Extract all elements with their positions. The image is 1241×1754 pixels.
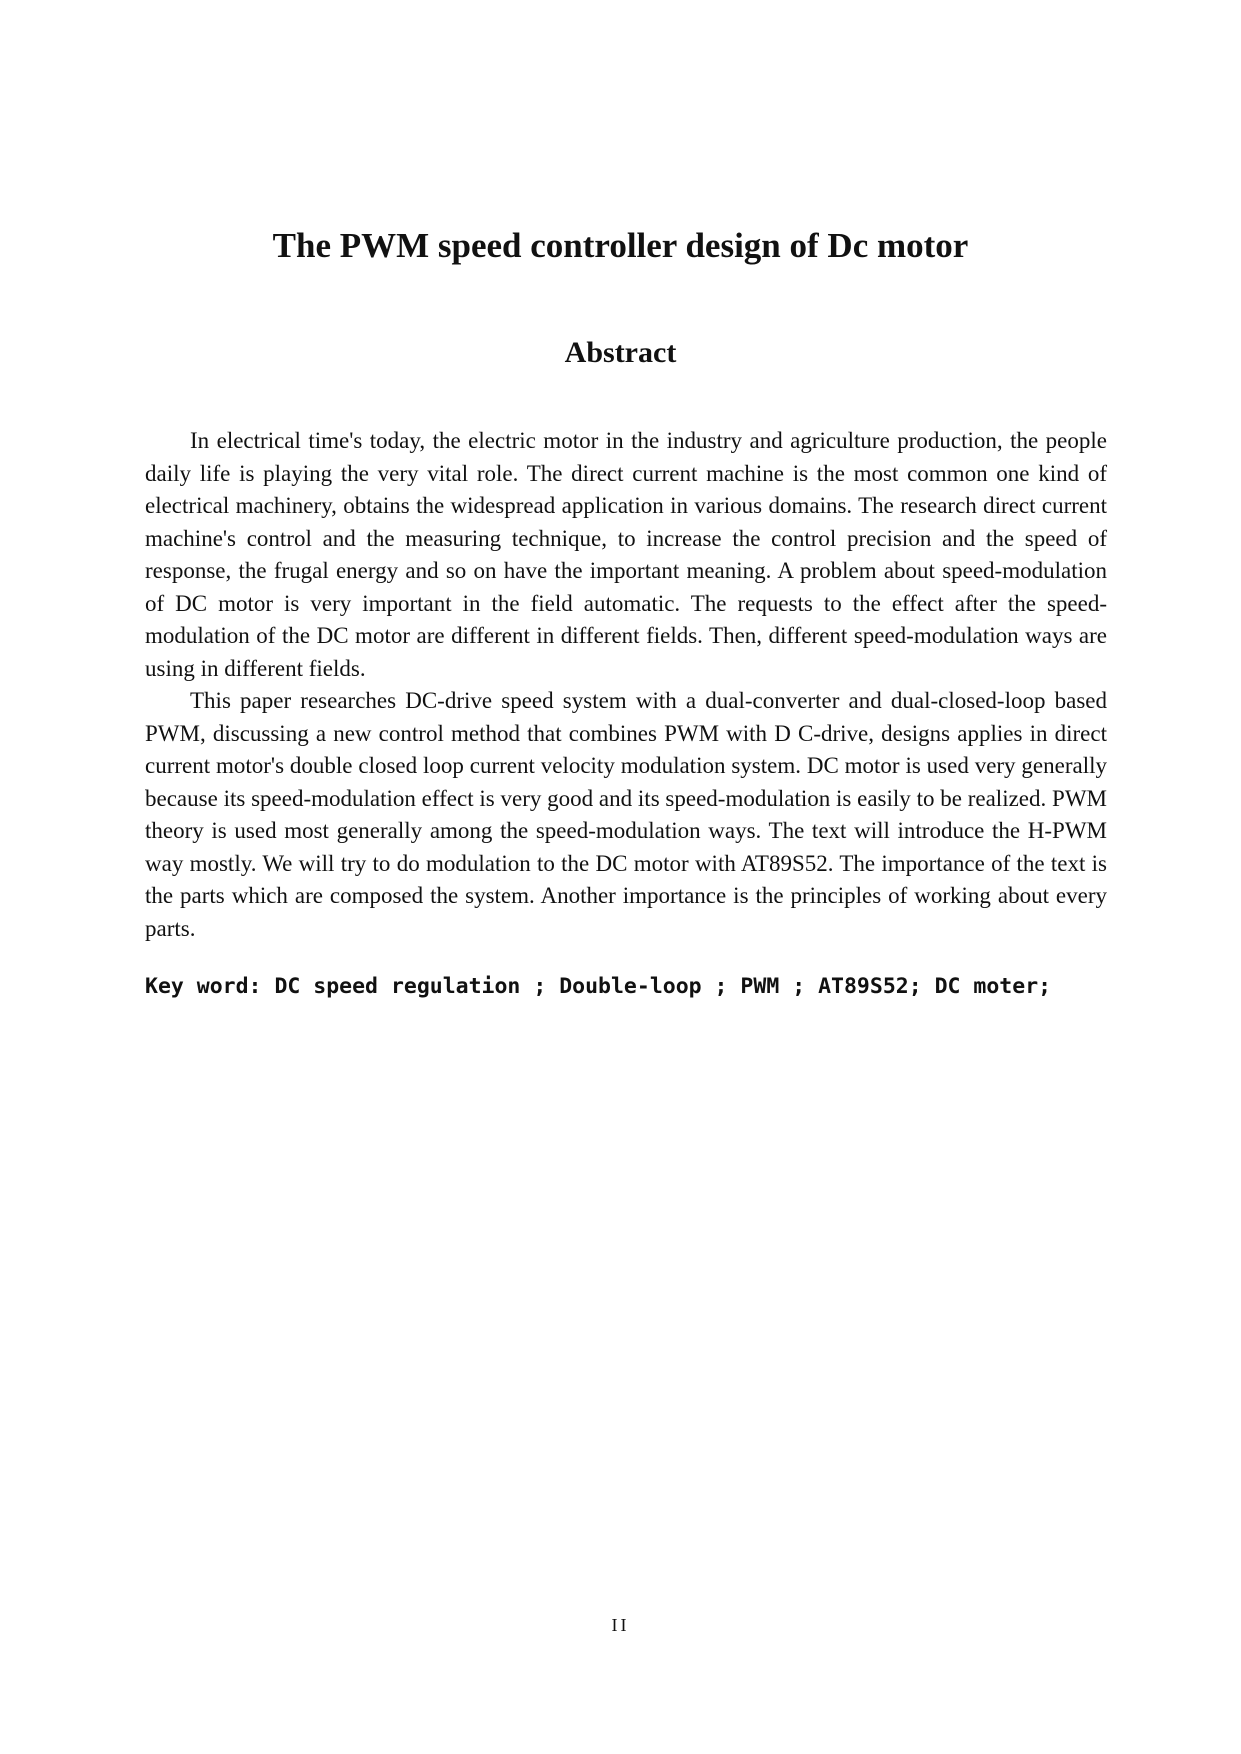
abstract-body — [145, 425, 1107, 945]
abstract-heading: Abstract — [564, 336, 677, 369]
keywords-line: Key word: DC speed regulation ; Double-loop ; PWM ; AT89S52; DC moter; — [145, 974, 1052, 999]
abstract-paragraph-1: In electrical time's today, the electric motor in the industry and agriculture production, the people daily life is playing the very vital role. The direct current machine is the most common one kind of electrical machinery, obtains the widespread application in various domains. The research direct current machine's control and the measuring technique, to increase the control precision and the speed of response, the frugal energy and so on have the important meaning. A problem about speed-modulation of DC motor is very important in the field automatic. The requests to the effect after the speed-modulation of the DC motor are different in different fields. Then, different speed-modulation ways are using in different fields. — [145, 428, 1107, 681]
paper-title: The PWM speed controller design of Dc motor — [272, 226, 969, 265]
abstract-paragraph-2: This paper researches DC-drive speed system with a dual-converter and dual-closed-loop based PWM, discussing a new control method that combines PWM with D C-drive, designs applies in direct current motor's double closed loop current velocity modulation system. DC motor is used very generally because its speed-modulation effect is very good and its speed-modulation is easily to be realized. PWM theory is used most generally among the speed-modulation ways. The text will introduce the H-PWM way mostly. We will try to do modulation to the DC motor with AT89S52. The importance of the text is the parts which are composed the system. Another importance is the principles of working about every parts. — [145, 688, 1107, 941]
page-number: II — [611, 1615, 630, 1635]
